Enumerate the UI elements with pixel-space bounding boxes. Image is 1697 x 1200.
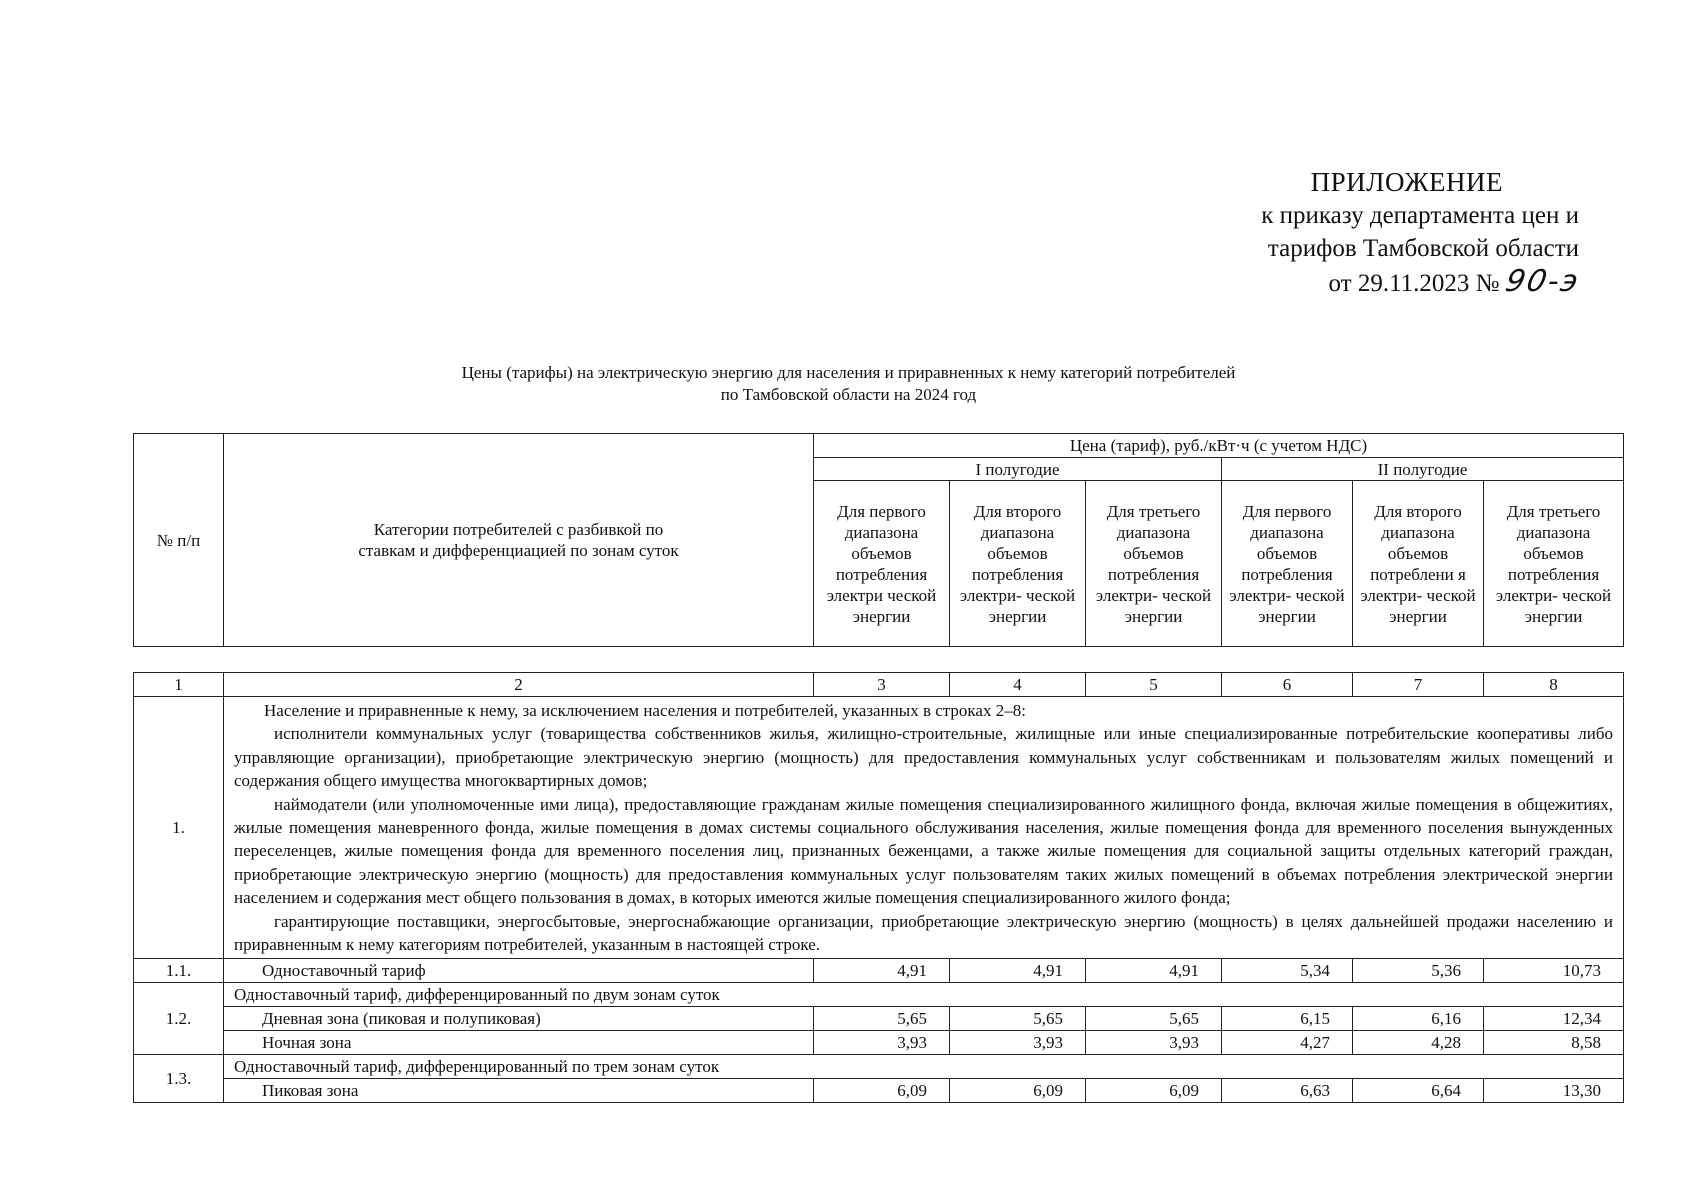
- header-col-5: Для третьего диапазона объемов потребления электри- ческой энергии: [1086, 481, 1222, 647]
- document-title-line-2: по Тамбовской области на 2024 год: [720, 385, 977, 404]
- tariff-value: 5,65: [950, 1007, 1086, 1031]
- table-row: [134, 983, 1624, 1007]
- row-1-1-label: Одноставочный тариф: [224, 959, 814, 983]
- table-row: [134, 1031, 1624, 1055]
- section-1-paragraph: Население и приравненные к нему, за исключением населения и потребителей, указанных в строках 2–8:: [264, 701, 1026, 720]
- row-1-3-num: 1.3.: [134, 1055, 224, 1103]
- column-number: 2: [224, 673, 814, 697]
- header-category: Категории потребителей с разбивкой по ставкам и дифференциацией по зонам суток: [224, 434, 814, 647]
- tariff-value: 6,09: [950, 1079, 1086, 1103]
- tariff-table-header: [133, 433, 1624, 647]
- tariff-value: 3,93: [1086, 1031, 1222, 1055]
- tariff-value: 12,34: [1484, 1007, 1624, 1031]
- table-row: [134, 1007, 1624, 1031]
- document-title: [0, 362, 1697, 406]
- column-number: 3: [814, 673, 950, 697]
- appendix-line-1: к приказу департамента цен и: [1261, 202, 1579, 229]
- tariff-value: 6,64: [1353, 1079, 1484, 1103]
- tariff-value: 5,65: [1086, 1007, 1222, 1031]
- appendix-heading: ПРИЛОЖЕНИЕ: [1310, 167, 1503, 197]
- row-1-1-num: 1.1.: [134, 959, 224, 983]
- tariff-value: 6,15: [1222, 1007, 1353, 1031]
- tariff-value: 13,30: [1484, 1079, 1624, 1103]
- tariff-table-body: [133, 672, 1624, 1103]
- document-title-line-1: Цены (тарифы) на электрическую энергию для населения и приравненных к нему категорий потребителей: [461, 363, 1236, 382]
- tariff-value: 4,27: [1222, 1031, 1353, 1055]
- header-col-6: Для первого диапазона объемов потребления электри- ческой энергии: [1222, 481, 1353, 647]
- row-1-2-day-label: Дневная зона (пиковая и полупиковая): [224, 1007, 814, 1031]
- header-price: Цена (тариф), руб./кВт·ч (с учетом НДС): [814, 434, 1624, 458]
- column-number-row: [134, 673, 1624, 697]
- header-col-7: Для второго диапазона объемов потреблени я электри- ческой энергии: [1353, 481, 1484, 647]
- tariff-value: 6,09: [814, 1079, 950, 1103]
- section-1-description: [224, 697, 1624, 959]
- section-1-row: [134, 697, 1624, 959]
- section-1-paragraph: исполнители коммунальных услуг (товарищества собственников жилья, жилищно-строительные, жилищные или иные специализированные потребительские кооперативы либо управляющие организации), приобретающие электрическую энергию (мощность) для предоставления коммунальных услуг собственникам и пользователям жилых помещений и содержания общего имущества многоквартирных домов;: [234, 724, 1613, 791]
- column-number: 8: [1484, 673, 1624, 697]
- section-1-paragraph: гарантирующие поставщики, энергосбытовые, энергоснабжающие организации, приобретающие электрическую энергию (мощность) в целях дальнейшей продажи населению и приравненным к нему категориям потребителей, указанным в настоящей строке.: [234, 911, 1613, 955]
- column-number: 6: [1222, 673, 1353, 697]
- row-1-2-heading: Одноставочный тариф, дифференцированный по двум зонам суток: [224, 983, 1624, 1007]
- section-1-paragraph: наймодатели (или уполномоченные ими лица), предоставляющие гражданам жилые помещения специализированного жилищного фонда, включая жилые помещения в общежитиях, жилые помещения маневренного фонда, жилые помещения в домах системы социального обслуживания населения, жилые помещения фонда для временного поселения вынужденных переселенцев, жилые помещения фонда для временного поселения лиц, признанных беженцами, а также жилые помещения для социальной защиты отдельных категорий граждан, приобретающие электрическую энергию (мощность) для предоставления коммунальных услуг пользователям таких жилых помещений в объемах потребления электрической энергии населением и содержания мест общего пользования в домах, в которых имеются жилые помещения специализированного жилого фонда;: [234, 794, 1613, 908]
- header-half-2: II полугодие: [1222, 458, 1624, 481]
- table-row: [134, 1055, 1624, 1079]
- tariff-value: 4,91: [950, 959, 1086, 983]
- row-1-3-heading: Одноставочный тариф, дифференцированный по трем зонам суток: [224, 1055, 1624, 1079]
- header-col-4: Для второго диапазона объемов потребления электри- ческой энергии: [950, 481, 1086, 647]
- tariff-value: 8,58: [1484, 1031, 1624, 1055]
- tariff-value: 3,93: [950, 1031, 1086, 1055]
- row-1-2-num: 1.2.: [134, 983, 224, 1055]
- column-number: 1: [134, 673, 224, 697]
- header-col-8: Для третьего диапазона объемов потребления электри- ческой энергии: [1484, 481, 1624, 647]
- tariff-value: 6,63: [1222, 1079, 1353, 1103]
- tariff-value: 3,93: [814, 1031, 950, 1055]
- row-1-3-peak-label: Пиковая зона: [224, 1079, 814, 1103]
- section-1-num: 1.: [134, 697, 224, 959]
- tariff-value: 4,91: [1086, 959, 1222, 983]
- appendix-line-2: тарифов Тамбовской области: [1267, 235, 1579, 262]
- column-number: 4: [950, 673, 1086, 697]
- tariff-value: 6,16: [1353, 1007, 1484, 1031]
- tariff-value: 4,91: [814, 959, 950, 983]
- table-row: [134, 959, 1624, 983]
- tariff-value: 4,28: [1353, 1031, 1484, 1055]
- tariff-value: 6,09: [1086, 1079, 1222, 1103]
- appendix-line-3: [1261, 264, 1583, 300]
- header-half-1: I полугодие: [814, 458, 1222, 481]
- tariff-value: 5,36: [1353, 959, 1484, 983]
- appendix-block: [1261, 166, 1583, 300]
- row-1-2-night-label: Ночная зона: [224, 1031, 814, 1055]
- column-number: 7: [1353, 673, 1484, 697]
- tariff-value: 5,34: [1222, 959, 1353, 983]
- appendix-date: от 29.11.2023 №: [1328, 270, 1500, 297]
- header-col-3: Для первого диапазона объемов потребления электри ческой энергии: [814, 481, 950, 647]
- handwritten-order-number: 90-э: [1501, 264, 1583, 299]
- header-num: № п/п: [134, 434, 224, 647]
- table-row: [134, 1079, 1624, 1103]
- tariff-value: 10,73: [1484, 959, 1624, 983]
- tariff-value: 5,65: [814, 1007, 950, 1031]
- column-number: 5: [1086, 673, 1222, 697]
